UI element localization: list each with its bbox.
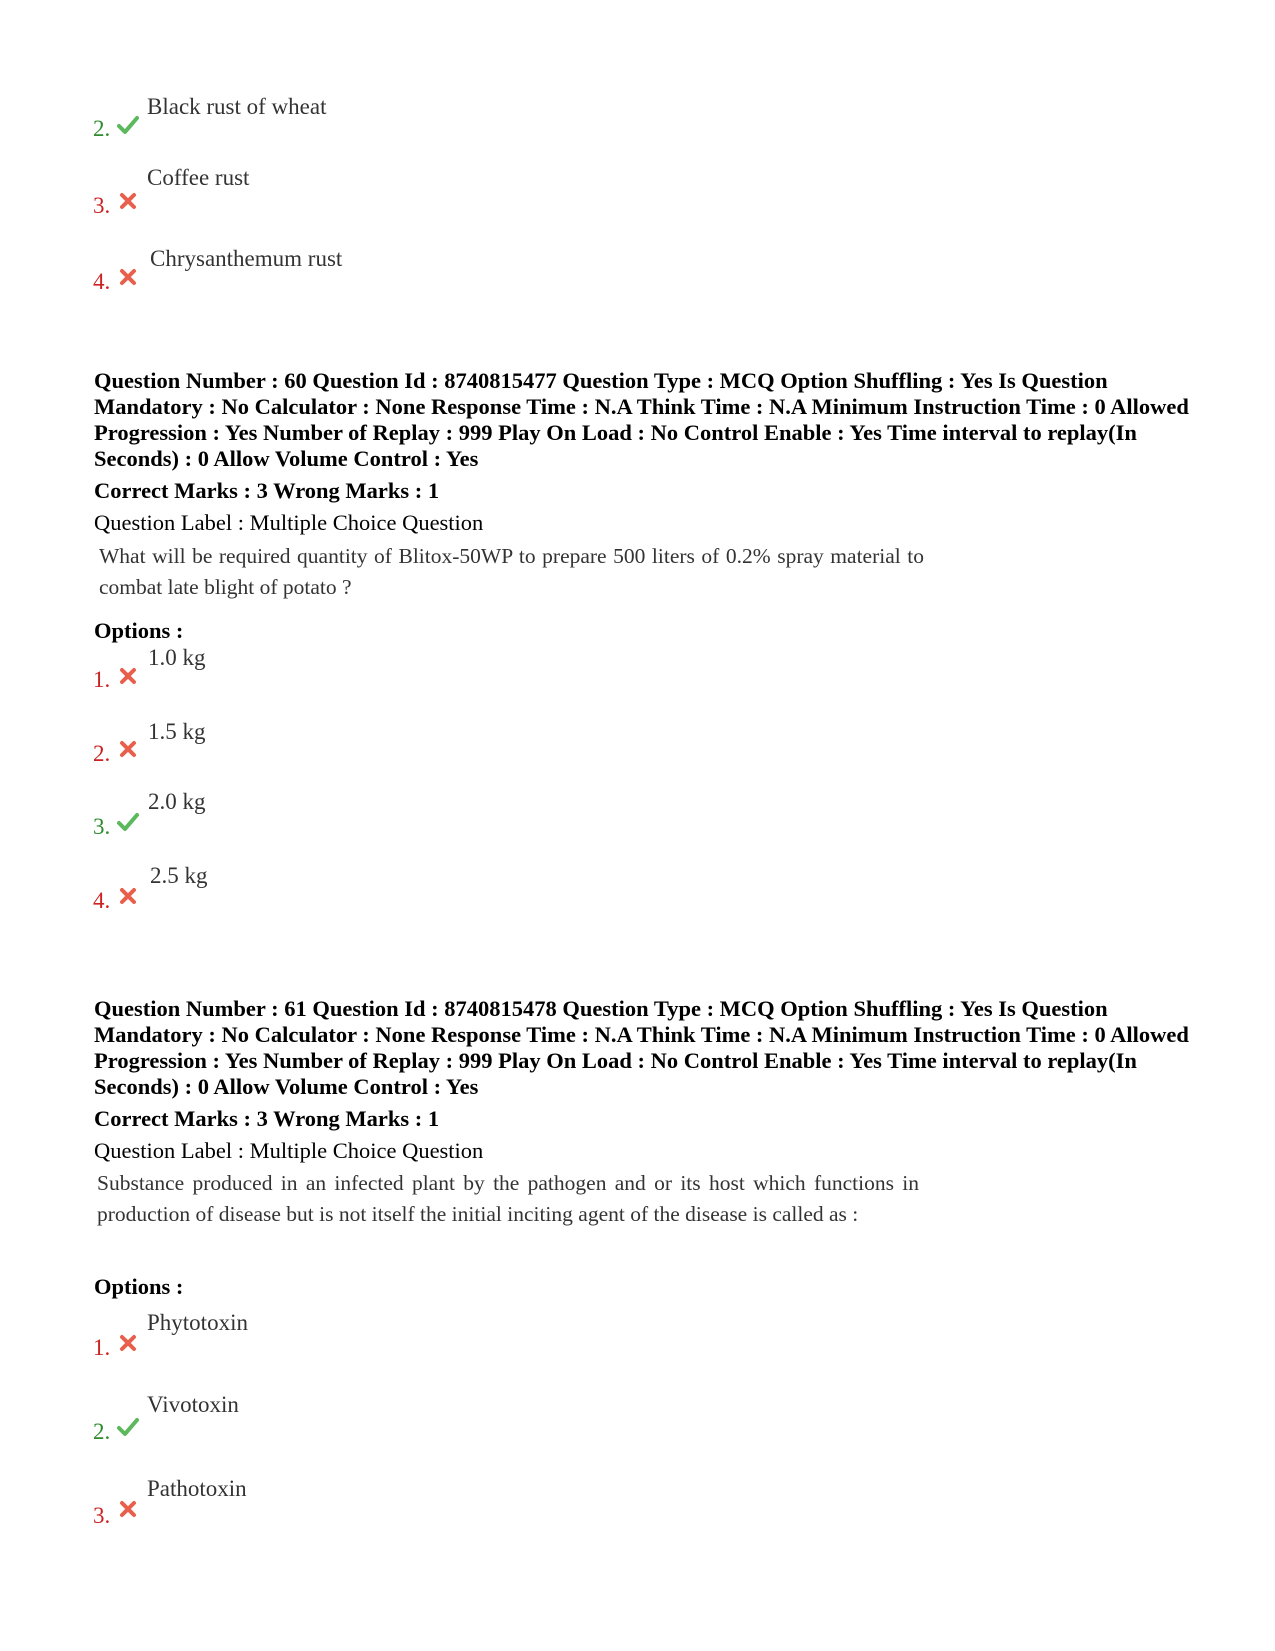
question-text: What will be required quantity of Blitox-50WP to prepare 500 liters of 0.2% spray material to combat late blight of potato ? <box>99 544 924 599</box>
option-text: Pathotoxin <box>147 1476 247 1501</box>
option-text: Coffee rust <box>147 165 250 190</box>
option-number: 2. <box>93 741 111 766</box>
question-text: Substance produced in an infected plant by the pathogen and or its host which functions in production of disease but is not itself the initial inciting agent of the disease is called as : <box>97 1171 919 1226</box>
option-text: 2.5 kg <box>150 863 208 888</box>
option-text: 1.5 kg <box>148 719 206 744</box>
option-number: 3. <box>93 193 111 218</box>
option-number: 2. <box>93 1419 111 1444</box>
check-icon <box>117 115 139 135</box>
option-number: 4. <box>93 888 111 913</box>
option-text: 2.0 kg <box>148 789 206 814</box>
options-heading: Options : <box>94 1274 184 1299</box>
question-label: Question Label : Multiple Choice Question <box>94 1138 484 1163</box>
option-number: 1. <box>93 1335 111 1360</box>
option-text: 1.0 kg <box>148 645 206 670</box>
option-number: 3. <box>93 1503 111 1528</box>
check-icon <box>117 1417 139 1437</box>
check-icon <box>117 812 139 832</box>
question-label: Question Label : Multiple Choice Question <box>94 510 484 535</box>
cross-icon <box>117 1333 139 1353</box>
question-marks: Correct Marks : 3 Wrong Marks : 1 <box>94 1106 440 1131</box>
question-header: Question Number : 61 Question Id : 8740815478 Question Type : MCQ Option Shuffling : Yes Is Question Mandatory : No Calculator : None Response Time : N.A Think Time : N.A Minimum Instruction Time : 0 Allowed Progression : Yes Number of Replay : 999 Play On Load : No Control Enable : Yes Time interval to replay(In Seconds) : 0 Allow Volume Control : Yes <box>94 996 1189 1099</box>
option-number: 1. <box>93 667 111 692</box>
option-text: Chrysanthemum rust <box>150 246 343 271</box>
option-number: 2. <box>93 116 111 141</box>
option-number: 4. <box>93 269 111 294</box>
options-heading: Options : <box>94 618 184 643</box>
cross-icon <box>117 191 139 211</box>
option-text: Vivotoxin <box>147 1392 239 1417</box>
cross-icon <box>117 739 139 759</box>
option-text: Phytotoxin <box>147 1310 248 1335</box>
option-number: 3. <box>93 814 111 839</box>
cross-icon <box>117 666 139 686</box>
cross-icon <box>117 886 139 906</box>
question-header: Question Number : 60 Question Id : 8740815477 Question Type : MCQ Option Shuffling : Yes Is Question Mandatory : No Calculator : None Response Time : N.A Think Time : N.A Minimum Instruction Time : 0 Allowed Progression : Yes Number of Replay : 999 Play On Load : No Control Enable : Yes Time interval to replay(In Seconds) : 0 Allow Volume Control : Yes <box>94 368 1189 471</box>
question-marks: Correct Marks : 3 Wrong Marks : 1 <box>94 478 440 503</box>
cross-icon <box>117 267 139 287</box>
cross-icon <box>117 1499 139 1519</box>
option-text: Black rust of wheat <box>147 94 327 119</box>
